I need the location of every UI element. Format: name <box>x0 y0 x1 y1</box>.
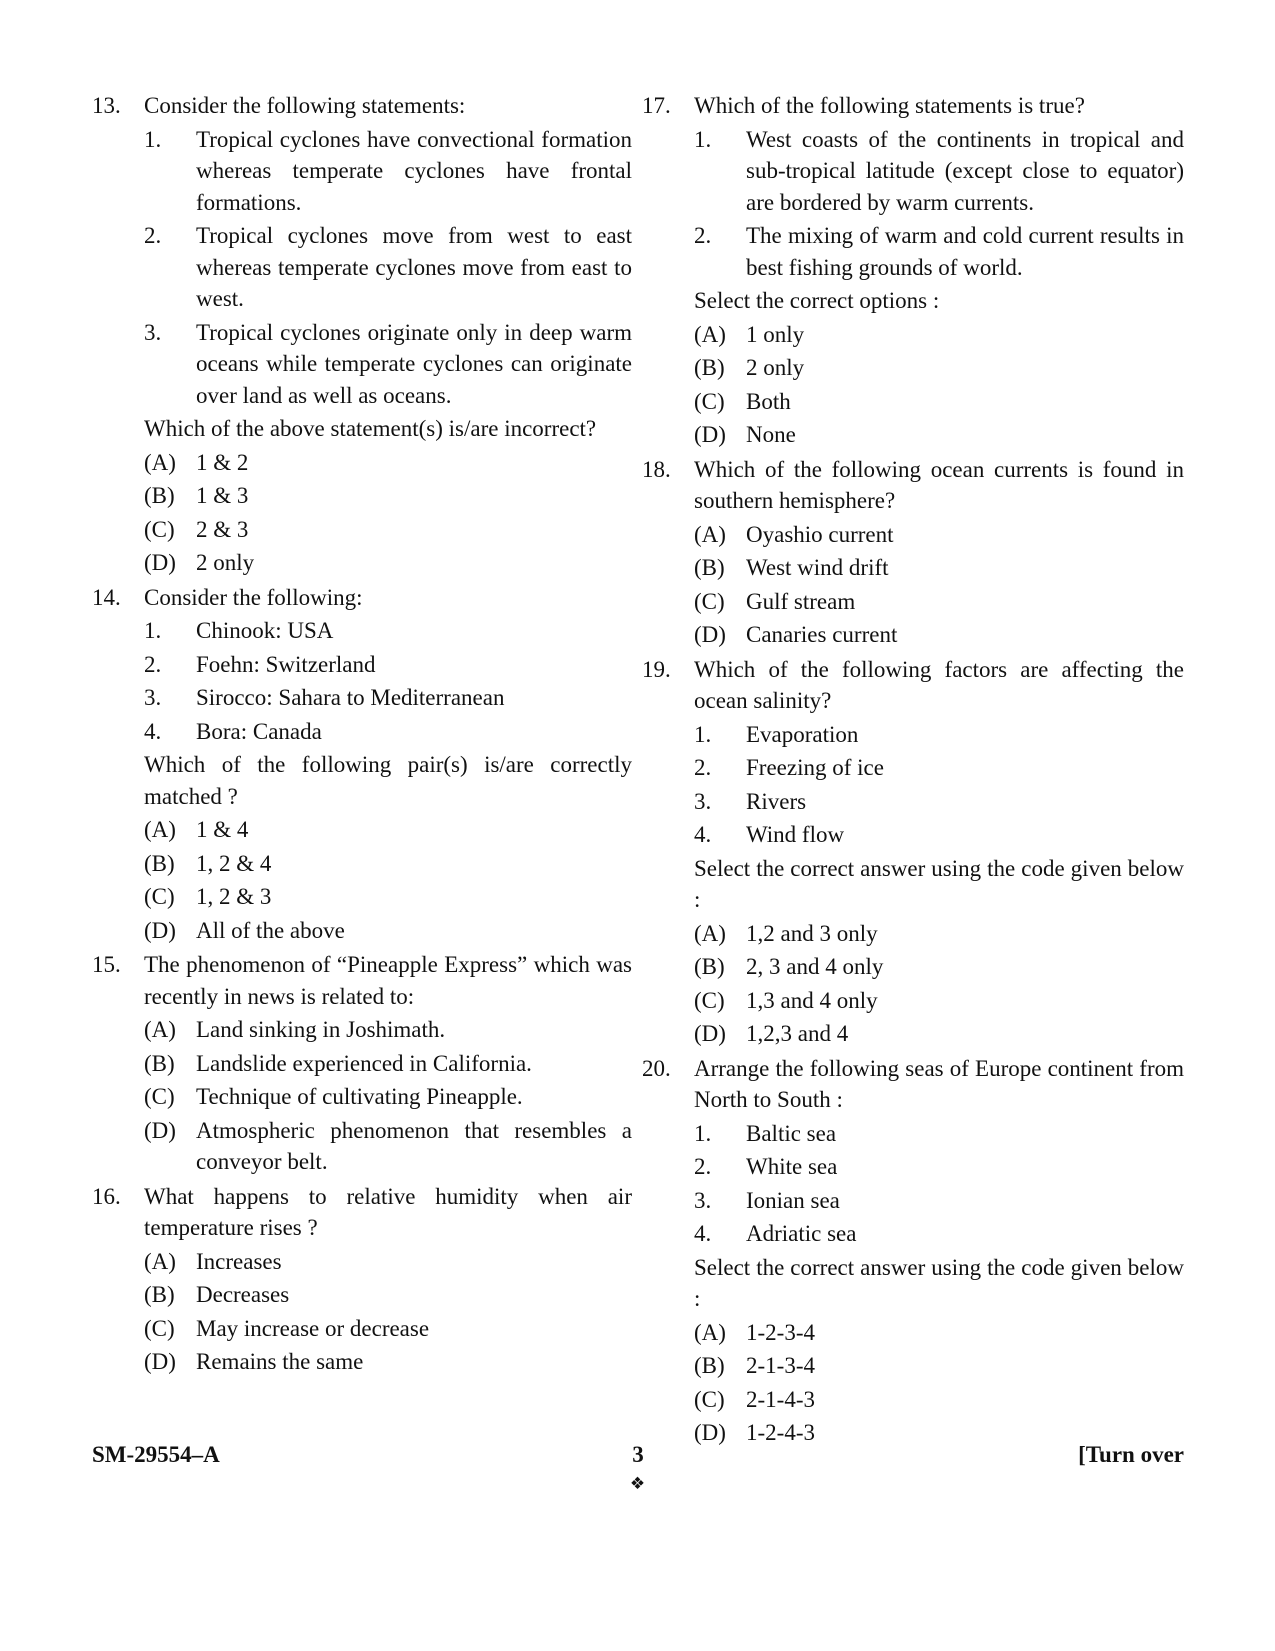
answer-option <box>694 319 1184 351</box>
option-text: Both <box>746 388 791 414</box>
option-label: (A) <box>144 1248 176 1274</box>
statement-item <box>694 1185 1184 1217</box>
option-label: (B) <box>144 1282 175 1307</box>
option-text: 1,2,3 and 4 <box>746 1021 849 1046</box>
option-label: (B) <box>694 555 725 580</box>
option-text: 2 only <box>196 550 255 575</box>
option-text: Remains the same <box>196 1349 364 1374</box>
question <box>642 90 1184 451</box>
question-number: 15. <box>92 952 121 977</box>
statement-text: Baltic sea <box>746 1120 837 1146</box>
question-number: 16. <box>92 1183 121 1209</box>
answer-option <box>144 1313 632 1345</box>
statement-text: Chinook: USA <box>196 618 334 643</box>
left-column <box>92 90 632 1378</box>
statement-item <box>694 124 1184 219</box>
option-text: Increases <box>196 1248 282 1274</box>
answer-option <box>144 1081 632 1113</box>
option-label: (B) <box>144 483 175 508</box>
answer-option <box>144 881 632 913</box>
question-prompt: Which of the above statement(s) is/are incorrect? <box>144 416 597 441</box>
option-text: Decreases <box>196 1282 290 1307</box>
option-text: 1-2-4-3 <box>746 1420 815 1445</box>
question-text: Arrange the following seas of Europe continent from North to South : <box>694 1055 1184 1112</box>
option-label: (A) <box>144 449 176 475</box>
answer-option <box>144 814 632 846</box>
answer-option <box>694 1317 1184 1349</box>
option-label: (D) <box>694 1420 726 1445</box>
option-text: 1,3 and 4 only <box>746 987 878 1013</box>
option-text: Landslide experienced in California. <box>196 1050 532 1076</box>
question-text: Consider the following statements: <box>144 93 466 118</box>
question <box>92 582 632 947</box>
option-label: (A) <box>694 920 726 946</box>
option-label: (D) <box>144 550 176 575</box>
answer-option <box>144 1346 632 1378</box>
statement-number: 1. <box>694 721 712 747</box>
answer-option <box>694 619 1184 651</box>
answer-option <box>694 519 1184 551</box>
statement-text: Tropical cyclones move from west to east whereas temperate cyclones move from east to west. <box>196 223 632 311</box>
answer-option <box>694 918 1184 950</box>
question <box>642 654 1184 1050</box>
answer-option <box>144 1115 632 1178</box>
question <box>642 1053 1184 1449</box>
statement-item <box>694 1218 1184 1250</box>
ornament-icon: ❖ <box>629 1474 646 1494</box>
option-label: (C) <box>694 388 725 414</box>
answer-option <box>694 352 1184 384</box>
statement-item <box>694 1151 1184 1183</box>
answer-option <box>694 386 1184 418</box>
turn-over-label: [Turn over <box>1078 1442 1184 1467</box>
answer-option <box>144 514 632 546</box>
statement-item <box>144 649 632 681</box>
answer-option <box>144 915 632 947</box>
option-text: 2-1-3-4 <box>746 1353 815 1378</box>
statement-number: 1. <box>144 126 162 152</box>
option-label: (C) <box>694 588 725 614</box>
option-text: Oyashio current <box>746 521 894 547</box>
option-label: (B) <box>144 1050 175 1076</box>
statement-number: 4. <box>144 718 162 744</box>
question-prompt: Select the correct answer using the code given below : <box>694 855 1184 912</box>
option-label: (A) <box>694 321 726 347</box>
option-label: (C) <box>694 1386 725 1412</box>
answer-option <box>694 419 1184 451</box>
right-column <box>642 90 1184 1449</box>
option-label: (D) <box>144 917 176 943</box>
statement-item <box>144 716 632 748</box>
statement-text: West coasts of the continents in tropical and sub-tropical latitude (except close to equator) are bordered by warm currents. <box>746 126 1184 215</box>
statement-text: Ionian sea <box>746 1187 840 1213</box>
statement-text: Tropical cyclones originate only in deep warm oceans while temperate cyclones can originate over land as well as oceans. <box>196 319 632 408</box>
answer-option <box>144 1279 632 1311</box>
option-label: (A) <box>144 817 176 842</box>
statement-item <box>144 682 632 714</box>
answer-option <box>144 480 632 512</box>
paper-code: SM-29554–A <box>92 1442 220 1467</box>
statement-number: 4. <box>694 822 712 847</box>
answer-option <box>144 547 632 579</box>
option-text: Gulf stream <box>746 588 856 614</box>
statement-item <box>694 786 1184 818</box>
option-label: (C) <box>694 987 725 1013</box>
question-number: 17. <box>642 93 671 118</box>
statement-text: Freezing of ice <box>746 755 884 780</box>
option-text: None <box>746 422 796 447</box>
page-number: 3 <box>632 1442 644 1467</box>
statement-item <box>694 719 1184 751</box>
statement-text: Bora: Canada <box>196 718 322 744</box>
option-text: 1,2 and 3 only <box>746 920 878 946</box>
answer-option <box>144 848 632 880</box>
answer-option <box>144 1048 632 1080</box>
answer-option <box>694 1350 1184 1382</box>
statement-item <box>144 317 632 412</box>
option-text: 2-1-4-3 <box>746 1386 815 1412</box>
statement-text: Tropical cyclones have convectional formation whereas temperate cyclones have frontal formations. <box>196 126 632 215</box>
statement-text: White sea <box>746 1154 838 1179</box>
option-label: (D) <box>694 1021 726 1046</box>
statement-text: Rivers <box>746 788 807 814</box>
question-prompt: Select the correct answer using the code given below : <box>694 1254 1184 1311</box>
option-text: 1, 2 & 3 <box>196 884 272 909</box>
answer-option <box>694 1384 1184 1416</box>
statement-item <box>144 615 632 647</box>
statement-item <box>144 124 632 219</box>
statement-text: Wind flow <box>746 822 845 847</box>
option-label: (D) <box>144 1117 176 1143</box>
statement-item <box>694 752 1184 784</box>
statement-text: The mixing of warm and cold current results in best fishing grounds of world. <box>746 223 1184 280</box>
question-prompt: Select the correct options : <box>694 288 940 313</box>
statement-text: Evaporation <box>746 721 859 747</box>
option-text: Land sinking in Joshimath. <box>196 1017 446 1042</box>
option-text: 1, 2 & 4 <box>196 850 272 876</box>
question-prompt: Which of the following pair(s) is/are correctly matched ? <box>144 752 632 809</box>
statement-number: 3. <box>144 319 162 345</box>
option-label: (A) <box>694 1319 726 1345</box>
question-number: 13. <box>92 93 121 118</box>
question-text: Which of the following ocean currents is found in southern hemisphere? <box>694 456 1184 513</box>
question-number: 20. <box>642 1055 671 1081</box>
option-label: (C) <box>144 884 175 909</box>
statement-number: 3. <box>144 685 162 710</box>
answer-option <box>144 1246 632 1278</box>
question <box>92 949 632 1178</box>
statement-number: 2. <box>694 755 712 780</box>
statement-item <box>694 1118 1184 1150</box>
question-number: 14. <box>92 584 121 610</box>
answer-option <box>694 985 1184 1017</box>
option-text: 2 only <box>746 355 805 380</box>
statement-number: 1. <box>144 618 162 643</box>
statement-number: 2. <box>694 223 712 248</box>
option-text: All of the above <box>196 917 345 943</box>
option-label: (A) <box>694 521 726 547</box>
option-label: (A) <box>144 1017 176 1042</box>
option-text: May increase or decrease <box>196 1315 430 1341</box>
question-number: 19. <box>642 656 671 682</box>
statement-number: 2. <box>144 223 162 248</box>
answer-option <box>694 1018 1184 1050</box>
option-text: Atmospheric phenomenon that resembles a conveyor belt. <box>196 1117 632 1174</box>
option-label: (C) <box>144 516 175 542</box>
option-text: 2 & 3 <box>196 516 249 542</box>
option-text: 2, 3 and 4 only <box>746 954 884 979</box>
option-label: (C) <box>144 1315 175 1341</box>
question <box>92 90 632 579</box>
statement-number: 4. <box>694 1221 712 1246</box>
answer-option <box>694 552 1184 584</box>
question <box>642 454 1184 651</box>
option-label: (D) <box>694 422 726 447</box>
question-number: 18. <box>642 456 671 482</box>
question-text: Consider the following: <box>144 584 363 610</box>
statement-item <box>694 819 1184 851</box>
option-text: 1 only <box>746 321 805 347</box>
statement-text: Adriatic sea <box>746 1221 857 1246</box>
option-text: Canaries current <box>746 622 898 647</box>
option-label: (B) <box>694 1353 725 1378</box>
statement-number: 3. <box>694 1187 712 1213</box>
answer-option <box>144 1014 632 1046</box>
option-label: (B) <box>694 355 725 380</box>
option-label: (B) <box>144 850 175 876</box>
statement-text: Foehn: Switzerland <box>196 651 376 677</box>
question-text: The phenomenon of “Pineapple Express” which was recently in news is related to: <box>144 952 632 1009</box>
statement-number: 2. <box>144 651 162 677</box>
option-text: 1 & 4 <box>196 817 249 842</box>
option-text: 1 & 2 <box>196 449 249 475</box>
statement-number: 1. <box>694 126 712 152</box>
statement-text: Sirocco: Sahara to Mediterranean <box>196 685 505 710</box>
option-text: 1 & 3 <box>196 483 249 508</box>
option-text: Technique of cultivating Pineapple. <box>196 1084 523 1109</box>
option-text: 1-2-3-4 <box>746 1319 815 1345</box>
answer-option <box>694 951 1184 983</box>
statement-item <box>144 220 632 315</box>
question-text: What happens to relative humidity when air temperature rises ? <box>144 1183 632 1240</box>
option-label: (C) <box>144 1084 175 1109</box>
question-text: Which of the following factors are affecting the ocean salinity? <box>694 656 1184 713</box>
option-label: (D) <box>144 1349 176 1374</box>
statement-item <box>694 220 1184 283</box>
question-text: Which of the following statements is true? <box>694 93 1085 118</box>
answer-option <box>694 586 1184 618</box>
option-text: West wind drift <box>746 555 889 580</box>
statement-number: 2. <box>694 1154 712 1179</box>
statement-number: 1. <box>694 1120 712 1146</box>
option-label: (B) <box>694 954 725 979</box>
statement-number: 3. <box>694 788 712 814</box>
option-label: (D) <box>694 622 726 647</box>
question <box>92 1181 632 1378</box>
answer-option <box>144 447 632 479</box>
